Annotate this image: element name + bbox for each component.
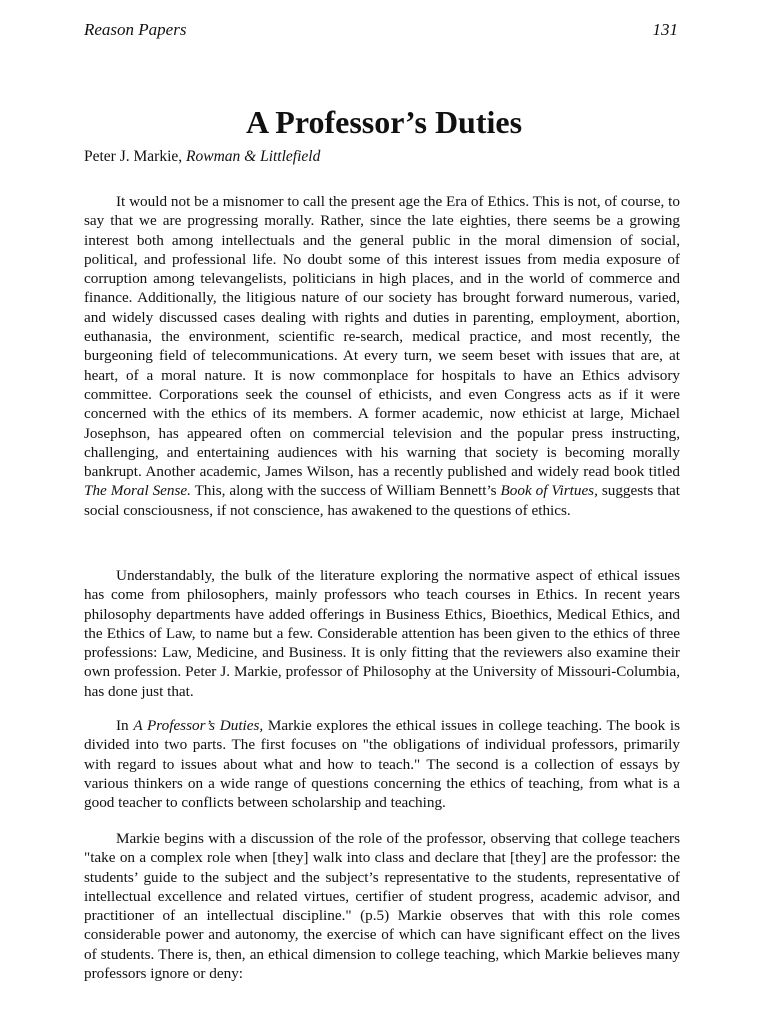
article-title: A Professor’s Duties <box>245 104 523 140</box>
running-header <box>84 20 678 40</box>
page-number: 131 <box>652 20 678 39</box>
paragraph-3 <box>84 716 680 812</box>
book-title-professors-duties: A Professor’s Duties, <box>133 717 264 734</box>
paragraph-4-text: Markie begins with a discussion of the role of the professor, observing that college teachers "take on a complex role when [they] walk into class and declare that [they] are the professor: the students’ guide to the subject and the subject’s representative to the students, representative of intellectual excellence and related virtues, certifier of student progress, academic advisor, and practitioner of an intellectual discipline." (p.5) Markie observes that with this role comes considerable power and autonomy, the exercise of which can have significant effect on the lives of students. There is, then, an ethical dimension to college teaching, which Markie believes many professors ignore or deny: <box>84 830 680 983</box>
publisher-name: Rowman & Littlefield <box>186 148 321 165</box>
byline <box>84 148 320 166</box>
paragraph-4 <box>84 829 680 983</box>
paragraph-3-lead: In <box>116 717 134 734</box>
book-title-moral-sense: The Moral Sense. <box>84 482 191 500</box>
paragraph-1 <box>84 192 680 520</box>
paragraph-1-text-b: This, along with the success of William Bennett’s <box>190 482 501 500</box>
journal-name: Reason Papers <box>84 20 187 39</box>
paragraph-2-text: Understandably, the bulk of the literature exploring the normative aspect of ethical issues has come from philosophers, mainly professors who teach courses in Ethics. In recent years philosophy departments have added offerings in Business Ethics, Bioethics, Medical Ethics, and the Ethics of Law, to name but a few. Considerable attention has been given to the ethics of three professions: Law, Medicine, and Business. It is only fitting that the reviewers also examine their own profession. Peter J. Markie, professor of Philosophy at the University of Missouri-Columbia, has done just that. <box>84 567 680 700</box>
paragraph-2 <box>84 566 680 701</box>
paragraph-1-text-c: suggests that social consciousness, if not conscience, has awakened to the questions of ethics. <box>84 482 680 519</box>
paragraph-3-text: Markie explores the ethical issues in college teaching. The book is divided into two parts. The first focuses on "the obligations of individual professors, primarily with regard to issues about what and how to teach." The second is a collection of essays by various thinkers on a wide range of questions concerning the ethics of teaching, from what is a good teacher to conflicts between scholarship and teaching. <box>84 717 680 812</box>
author-name: Peter J. Markie, <box>84 148 183 165</box>
paragraph-1-text-a: It would not be a misnomer to call the present age the Era of Ethics. This is not, of course, to say that we are progressing morally. Rather, since the late eighties, there seems be a growing interest both among intellectuals and the general public in the moral dimension of social, political, and professional life. No doubt some of this interest issues from media exposure of corruption among televangelists, politicians in high places, and in the world of commerce and finance. Additionally, the litigious nature of our society has brought forward numerous, varied, and widely discussed cases dealing with rights and duties in parenting, employment, abortion, euthanasia, the environment, scientific re-search, medical practice, and most recently, the burgeoning field of telecommunications. At every turn, we seem beset with issues that are, at heart, of a moral nature. It is now commonplace for hospitals to have an Ethics advisory committee. Corporations seek the counsel of ethicists, and even Congress acts as if it were concerned with the ethics of its members. A former academic, now ethicist at large, Michael Josephson, has appeared often on commercial television and the popular press instructing, challenging, and entertaining audiences with his warning that society is becoming morally bankrupt. Another academic, James Wilson, has a recently published and widely read book titled <box>84 193 680 481</box>
book-title-book-of-virtues: Book of Virtues, <box>500 482 598 500</box>
